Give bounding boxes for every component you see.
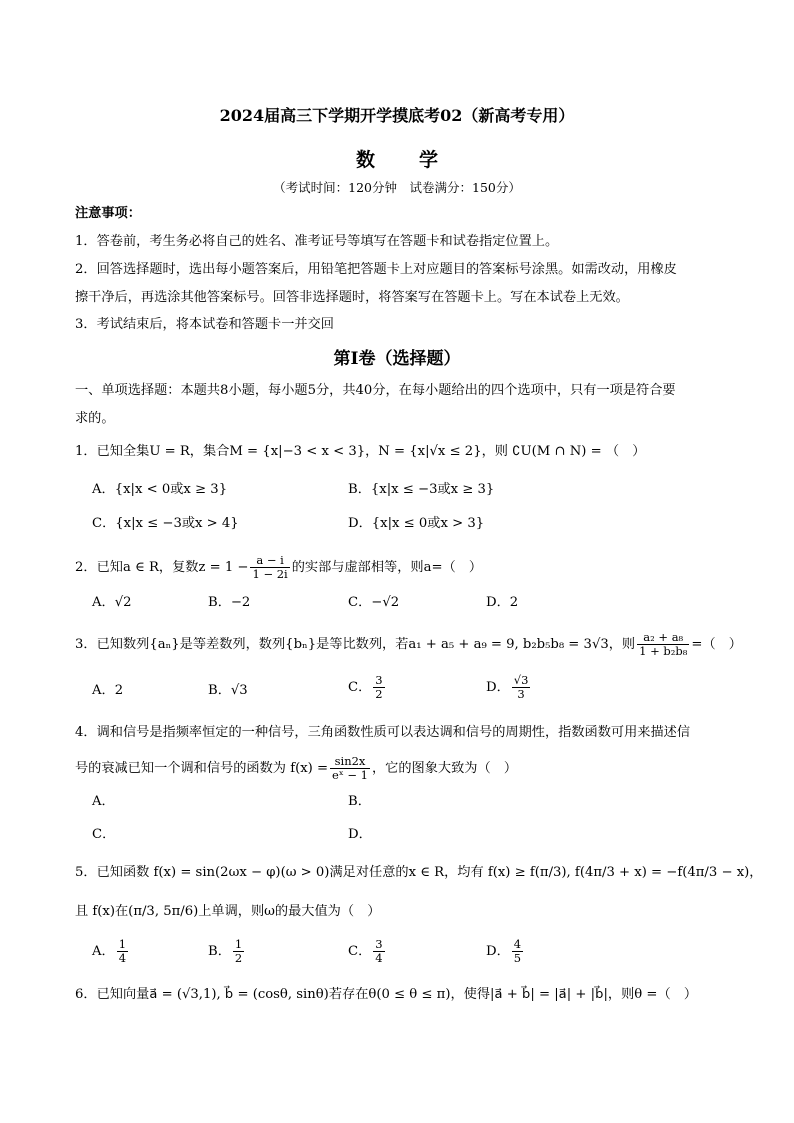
q3-option-c-label: C．: [348, 680, 372, 695]
q4-option-c[interactable]: C．: [92, 827, 116, 842]
q3-option-c-num: 3: [375, 673, 383, 687]
q5-option-d[interactable]: [486, 938, 525, 965]
q3-stem-post: =（ ）: [691, 637, 742, 652]
q5-option-a-frac: [117, 938, 128, 965]
q3-option-d-frac: [512, 674, 531, 701]
q5-option-a[interactable]: [92, 938, 130, 965]
q5-option-b-label: B．: [208, 944, 231, 959]
q3-option-d-num: √3: [513, 673, 529, 687]
q2-option-b[interactable]: B．−2: [208, 595, 251, 610]
page-title: 2024届高三下学期开学摸底考02（新高考专用）: [219, 106, 575, 125]
q3-stem-pre: 3．已知数列{aₙ}是等差数列，数列{bₙ}是等比数列，若a₁ + a₅ + a₉ = 9, b₂b₅b₈ = 3√3，则: [75, 637, 636, 652]
q1-option-b[interactable]: B．{x|x ≤ −3或x ≥ 3}: [348, 482, 495, 497]
q5-option-b-num: 1: [234, 937, 243, 951]
q5-option-b[interactable]: [208, 938, 246, 965]
q2-frac-den: 1 − 2i: [252, 567, 288, 581]
q5-option-a-num: 1: [118, 937, 127, 951]
q4-stem-b: [75, 755, 517, 782]
q5-option-b-frac: [233, 938, 244, 965]
q3-option-d[interactable]: [486, 674, 532, 701]
q2-stem-pre: 2．已知a ∈ R，复数z = 1 −: [75, 560, 249, 575]
q5-option-a-den: 4: [118, 951, 127, 965]
q5-option-b-den: 2: [234, 951, 243, 965]
subject-heading: [0, 145, 794, 172]
q5-option-d-label: D．: [486, 944, 510, 959]
q1-stem: 1．已知全集U = R，集合M = {x|−3 < x < 3}，N = {x|√x ≤ 2}，则 ∁U(M ∩ N) = （ ）: [75, 444, 646, 459]
q2-stem: [75, 554, 482, 581]
q4-frac-den: eˣ − 1: [332, 768, 368, 782]
q4-fraction: [330, 755, 370, 782]
q1-option-d[interactable]: D．{x|x ≤ 0或x > 3}: [348, 516, 485, 531]
q3-option-b[interactable]: B．√3: [208, 683, 248, 698]
subject-char-1: 数: [355, 149, 375, 171]
q5-stem-a: 5．已知函数 f(x) = sin(2ωx − φ)(ω > 0)满足对任意的x ∈ R，均有 f(x) ≥ f(π/3), f(4π/3 + x) = −f(4π/3 − x)，: [75, 865, 763, 880]
q2-option-c[interactable]: C．−√2: [348, 595, 400, 610]
q3-option-d-label: D．: [486, 680, 510, 695]
subject-char-2: 学: [419, 149, 439, 171]
q3-option-c-den: 2: [375, 687, 383, 701]
q4-stem-b-pre: 号的衰减已知一个调和信号的函数为 f(x) =: [75, 761, 329, 776]
q5-stem-b: 且 f(x)在(π/3, 5π/6)上单调，则ω的最大值为（ ）: [75, 904, 381, 919]
q4-option-a[interactable]: A．: [92, 794, 115, 809]
q3-option-c-frac: [373, 674, 384, 701]
q4-stem-a: 4．调和信号是指频率恒定的一种信号，三角函数性质可以表达调和信号的周期性，指数函数可用来描述信: [75, 725, 691, 740]
q5-option-a-label: A．: [92, 944, 115, 959]
q3-option-d-den: 3: [517, 687, 525, 701]
q5-option-d-num: 4: [513, 937, 522, 951]
q4-option-d[interactable]: D．: [348, 827, 372, 842]
q2-fraction: [250, 554, 289, 581]
q4-option-b[interactable]: B．: [348, 794, 371, 809]
notice-item-3: 3．考试结束后，将本试卷和答题卡一并交回: [75, 317, 334, 332]
section-intro-b: 求的。: [75, 411, 115, 426]
exam-info: （考试时间：120分钟 试卷满分：150分）: [273, 180, 521, 195]
section-title: 第I卷（选择题）: [333, 349, 461, 369]
q3-fraction: [637, 631, 689, 658]
q2-frac-num: a − i: [250, 554, 289, 568]
notice-item-2a: 2．回答选择题时，选出每小题答案后，用铅笔把答题卡上对应题目的答案标号涂黑。如需改动，用橡皮: [75, 262, 677, 277]
q5-option-c[interactable]: [348, 938, 387, 965]
q5-option-c-num: 3: [375, 937, 383, 951]
q6-stem: 6．已知向量a⃗ = (√3,1), b⃗ = (cosθ, sinθ)若存在θ(0 ≤ θ ≤ π)，使得|a⃗ + b⃗| = |a⃗| + |b⃗|，则θ =（ ）: [75, 987, 698, 1002]
q3-option-a[interactable]: A．2: [92, 683, 124, 698]
q2-option-a[interactable]: A．√2: [92, 595, 132, 610]
q3-frac-den: 1 + b₂b₈: [639, 644, 688, 658]
q5-option-d-frac: [512, 938, 523, 965]
q3-stem: [75, 631, 742, 658]
q2-stem-post: 的实部与虚部相等，则a=（ ）: [291, 560, 483, 575]
q5-option-d-den: 5: [513, 951, 522, 965]
q1-option-a[interactable]: A．{x|x < 0或x ≥ 3}: [92, 482, 228, 497]
notice-heading: 注意事项：: [75, 206, 141, 221]
section-intro-a: 一、单项选择题：本题共8小题，每小题5分，共40分，在每小题给出的四个选项中，只有一项是符合要: [75, 383, 676, 398]
q5-option-c-den: 4: [375, 951, 383, 965]
q4-frac-num: sin2x: [330, 755, 370, 769]
q5-option-c-frac: [373, 938, 384, 965]
q5-option-c-label: C．: [348, 944, 372, 959]
q4-stem-b-post: ，它的图象大致为（ ）: [372, 761, 518, 776]
q3-option-c[interactable]: [348, 674, 387, 701]
notice-item-1: 1．答卷前，考生务必将自己的姓名、准考证号等填写在答题卡和试卷指定位置上。: [75, 234, 559, 249]
q3-frac-num: a₂ + a₈: [637, 631, 689, 645]
q2-option-d[interactable]: D．2: [486, 595, 519, 610]
notice-item-2b: 擦干净后，再选涂其他答案标号。回答非选择题时，将答案写在答题卡上。写在本试卷上无效。: [75, 290, 629, 305]
q1-option-c[interactable]: C．{x|x ≤ −3或x > 4}: [92, 516, 239, 531]
